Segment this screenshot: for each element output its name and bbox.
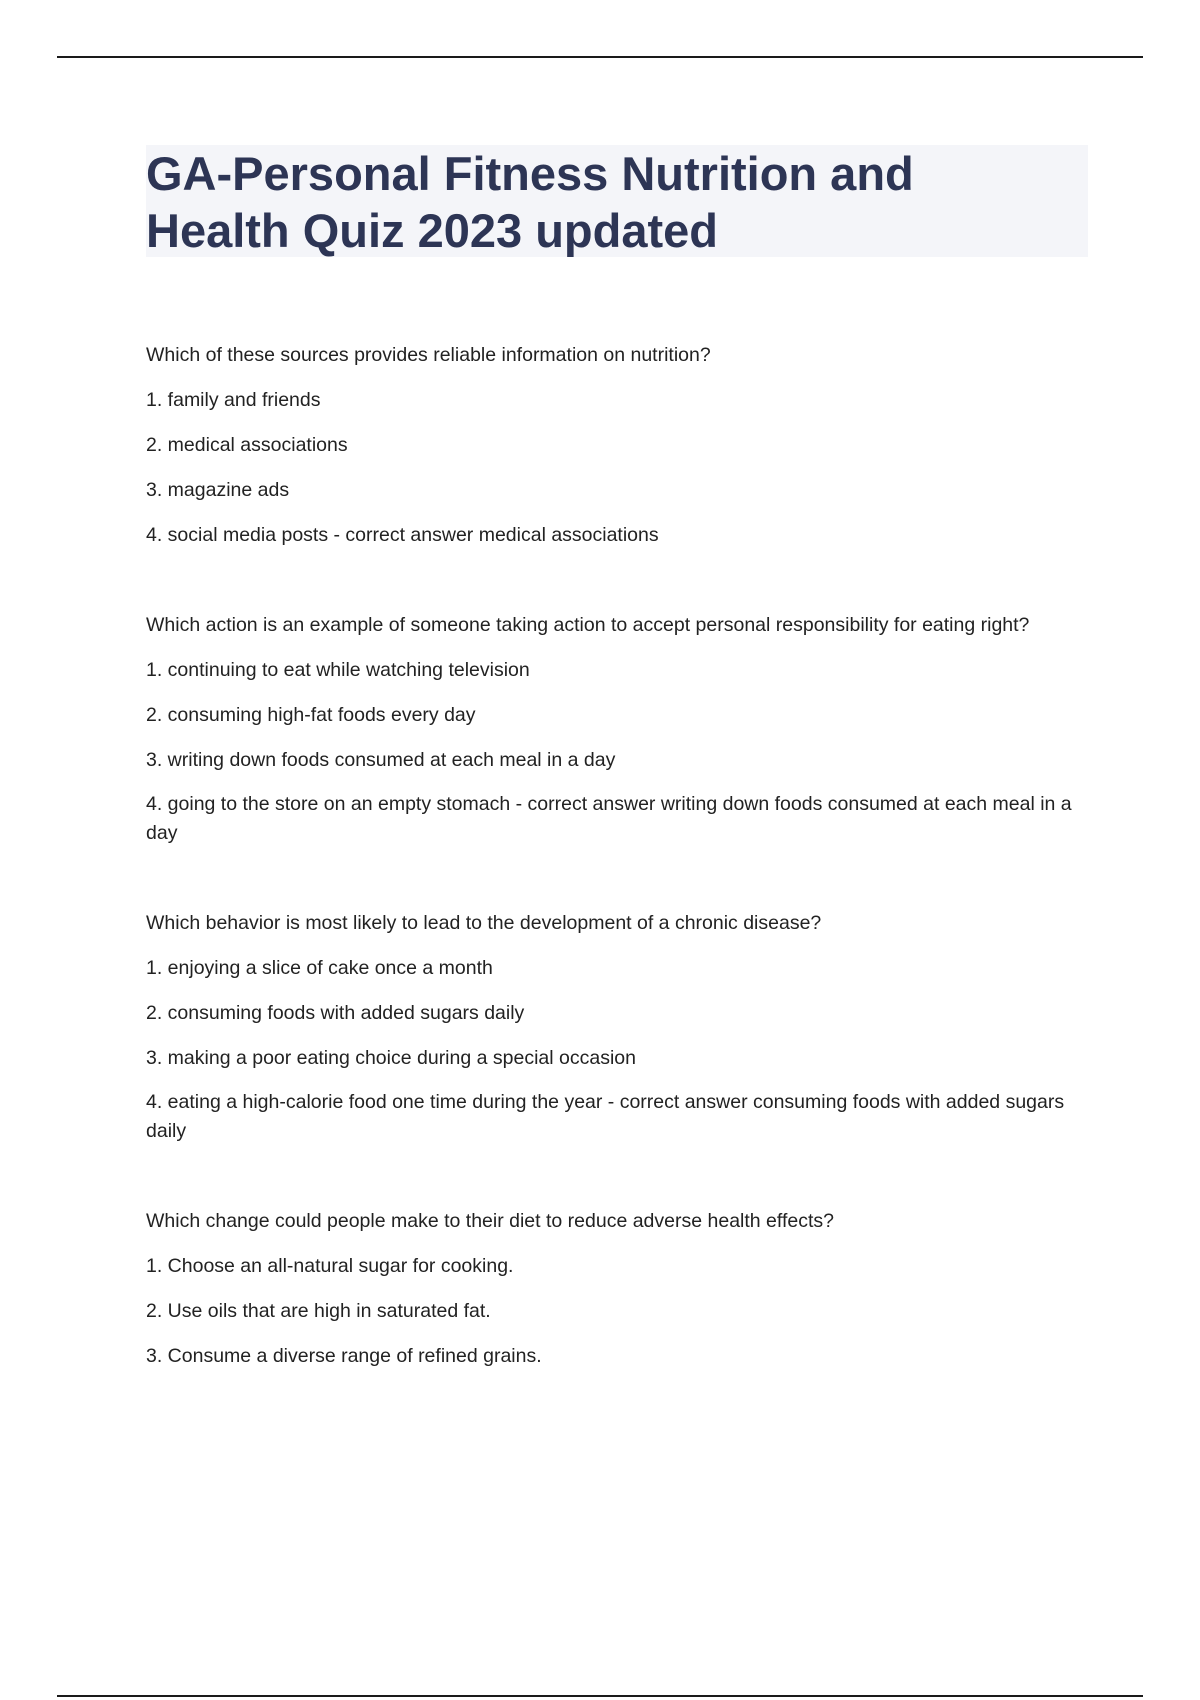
question-block-4 — [146, 1206, 1086, 1371]
title-line-1: GA-Personal Fitness Nutrition and — [146, 147, 914, 200]
answer-option: 2. medical associations — [146, 434, 348, 456]
title-line-2: Health Quiz 2023 updated — [146, 204, 718, 257]
answer-option: 1. enjoying a slice of cake once a month — [146, 957, 493, 979]
answer-option: 1. Choose an all-natural sugar for cooking. — [146, 1255, 514, 1277]
answer-option: 1. continuing to eat while watching television — [146, 659, 530, 681]
answer-option: 3. magazine ads — [146, 479, 290, 501]
quiz-content — [146, 340, 1086, 1386]
question-text: Which of these sources provides reliable information on nutrition? — [146, 344, 711, 366]
answer-option: 2. Use oils that are high in saturated fat. — [146, 1300, 491, 1322]
answer-option: 1. family and friends — [146, 389, 321, 411]
answer-option: 3. Consume a diverse range of refined grains. — [146, 1345, 542, 1367]
question-block-1 — [146, 340, 1086, 550]
question-text: Which behavior is most likely to lead to the development of a chronic disease? — [146, 912, 822, 934]
title-banner — [146, 145, 1088, 257]
question-block-3 — [146, 908, 1086, 1146]
question-text: Which change could people make to their diet to reduce adverse health effects? — [146, 1210, 834, 1232]
answer-option: 4. going to the store on an empty stomach - correct answer writing down foods consumed at each meal in a day — [146, 793, 1072, 844]
question-text: Which action is an example of someone taking action to accept personal responsibility for eating right? — [146, 614, 1030, 636]
answer-option: 3. writing down foods consumed at each meal in a day — [146, 749, 616, 771]
answer-option: 3. making a poor eating choice during a special occasion — [146, 1047, 636, 1069]
answer-option: 2. consuming foods with added sugars daily — [146, 1002, 525, 1024]
header-rule — [57, 56, 1143, 58]
spacer — [146, 863, 1086, 908]
spacer — [146, 565, 1086, 610]
page-title — [146, 145, 1088, 259]
answer-option: 4. eating a high-calorie food one time during the year - correct answer consuming foods with added sugars daily — [146, 1091, 1065, 1142]
answer-option: 2. consuming high-fat foods every day — [146, 704, 476, 726]
question-block-2 — [146, 610, 1086, 848]
spacer — [146, 1161, 1086, 1206]
answer-option: 4. social media posts - correct answer medical associations — [146, 524, 659, 546]
footer-rule — [57, 1695, 1143, 1697]
